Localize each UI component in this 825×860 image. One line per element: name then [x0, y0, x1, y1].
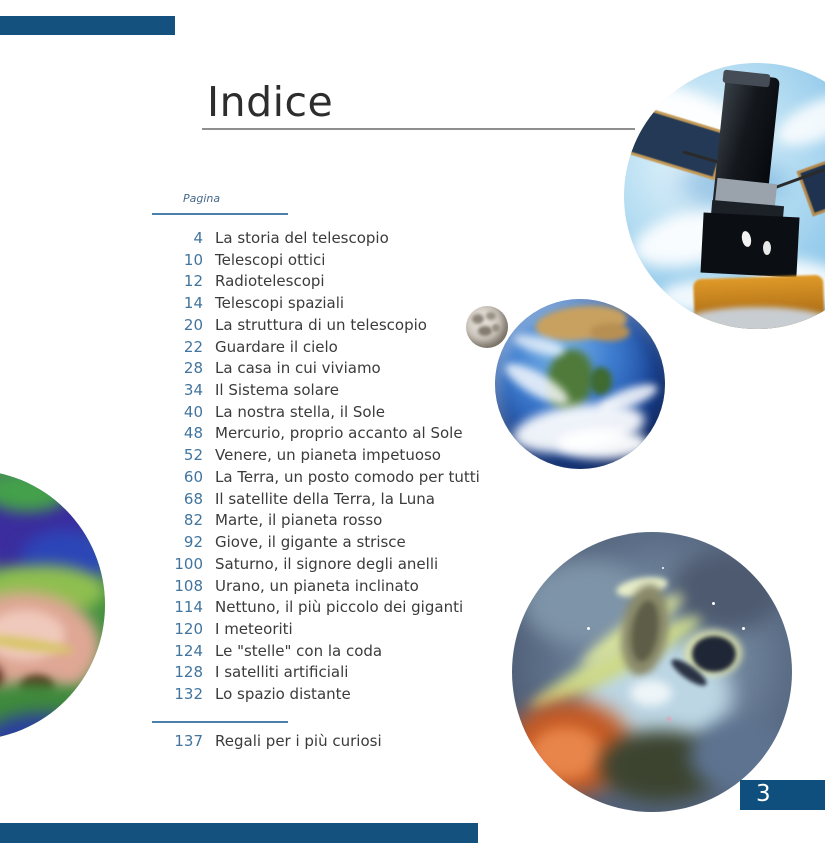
toc-row — [152, 489, 482, 511]
toc-page-number: 28 — [183, 359, 203, 378]
toc-entry-label: Regali per i più curiosi — [215, 732, 382, 750]
toc-row — [152, 337, 482, 359]
star — [667, 717, 671, 721]
toc-entry-label: Telescopi ottici — [215, 250, 326, 269]
carina-nebula-photo — [512, 532, 792, 812]
toc-entry-label: Guardare il cielo — [215, 337, 338, 356]
toc-row — [152, 619, 482, 641]
toc-row — [152, 467, 482, 489]
toc-row — [152, 293, 482, 315]
toc-entry-label: Il satellite della Terra, la Luna — [215, 489, 435, 508]
hubble-space-telescope-photo — [624, 63, 825, 329]
toc-row — [152, 731, 482, 753]
toc-page-number: 100 — [174, 554, 203, 573]
toc-row — [152, 576, 482, 598]
toc-entry-label: La casa in cui viviamo — [215, 359, 381, 378]
toc-entry-label: Il Sistema solare — [215, 381, 339, 400]
toc-page-number: 34 — [183, 381, 203, 400]
full-moon-photo — [466, 306, 508, 348]
toc-row — [152, 358, 482, 380]
toc-row — [152, 380, 482, 402]
toc-page-number: 92 — [183, 533, 203, 552]
toc-page-number: 68 — [183, 489, 203, 508]
toc-entry-label: La storia del telescopio — [215, 229, 389, 247]
toc-page-number: 82 — [183, 511, 203, 530]
toc-row — [152, 641, 482, 663]
toc-row — [152, 554, 482, 576]
toc-page-number: 4 — [193, 229, 203, 247]
toc-entry-label: I meteoriti — [215, 619, 293, 638]
toc-row — [152, 315, 482, 337]
toc-row — [152, 402, 482, 424]
toc-entry-label: La Terra, un posto comodo per tutti — [215, 467, 480, 486]
pagina-column-label: Pagina — [183, 192, 221, 205]
toc-row — [152, 597, 482, 619]
toc-entry-label: Saturno, il signore degli anelli — [215, 554, 439, 573]
astronaut — [763, 241, 771, 255]
toc-entry-label: Lo spazio distante — [215, 685, 351, 704]
toc-page-number: 132 — [174, 685, 203, 704]
toc-entry-label: La nostra stella, il Sole — [215, 402, 386, 421]
toc-page-number: 128 — [174, 663, 203, 682]
toc-page-number: 120 — [174, 619, 203, 638]
toc-page-number: 20 — [183, 315, 203, 334]
toc-page-number: 137 — [174, 732, 203, 750]
toc-row — [152, 271, 482, 293]
toc-page-number: 108 — [174, 576, 203, 595]
toc-page-number: 40 — [183, 402, 203, 421]
toc-page-number: 14 — [183, 294, 203, 313]
star — [662, 567, 664, 569]
page-title: Indice — [207, 78, 334, 126]
toc-row — [152, 250, 482, 272]
toc-entry-label: I satelliti artificiali — [215, 663, 349, 682]
toc-entry-label: Telescopi spaziali — [215, 294, 345, 313]
star — [587, 627, 590, 630]
toc-entry-label: Radiotelescopi — [215, 272, 325, 291]
pagina-rule — [152, 213, 288, 215]
toc-page-number: 60 — [183, 467, 203, 486]
title-rule — [202, 128, 635, 130]
star — [712, 602, 715, 605]
bottom-accent-bar — [0, 823, 478, 843]
toc-entry-label: Venere, un pianeta impetuoso — [215, 446, 441, 465]
toc-appendix-row — [152, 731, 482, 753]
toc-row — [152, 662, 482, 684]
toc-entry-label: Marte, il pianeta rosso — [215, 511, 383, 530]
star — [742, 627, 745, 630]
toc-page-number: 10 — [183, 250, 203, 269]
toc-row — [152, 684, 482, 706]
toc-separator-rule — [152, 721, 288, 723]
toc-page-number: 48 — [183, 424, 203, 443]
toc-page-number: 114 — [174, 598, 203, 617]
earth-from-space-photo — [495, 299, 665, 469]
toc-entry-label: Nettuno, il più piccolo dei giganti — [215, 598, 464, 617]
toc-row — [152, 423, 482, 445]
toc-page-number: 12 — [183, 272, 203, 291]
toc-entry-label: Le "stelle" con la coda — [215, 641, 383, 660]
top-accent-bar — [0, 16, 175, 35]
toc-page-number: 52 — [183, 446, 203, 465]
venus-false-color-globe-photo — [0, 470, 105, 740]
toc-entry-label: La struttura di un telescopio — [215, 315, 427, 334]
toc-page-number: 22 — [183, 337, 203, 356]
toc-entry-label: Mercurio, proprio accanto al Sole — [215, 424, 463, 443]
toc-page-number: 124 — [174, 641, 203, 660]
toc-row — [152, 228, 482, 250]
toc-list — [152, 228, 482, 706]
toc-entry-label: Urano, un pianeta inclinato — [215, 576, 419, 595]
toc-row — [152, 445, 482, 467]
page-number-badge — [740, 780, 825, 810]
page-number: 3 — [756, 781, 771, 807]
toc-row — [152, 532, 482, 554]
toc-entry-label: Giove, il gigante a strisce — [215, 533, 406, 552]
toc-row — [152, 510, 482, 532]
